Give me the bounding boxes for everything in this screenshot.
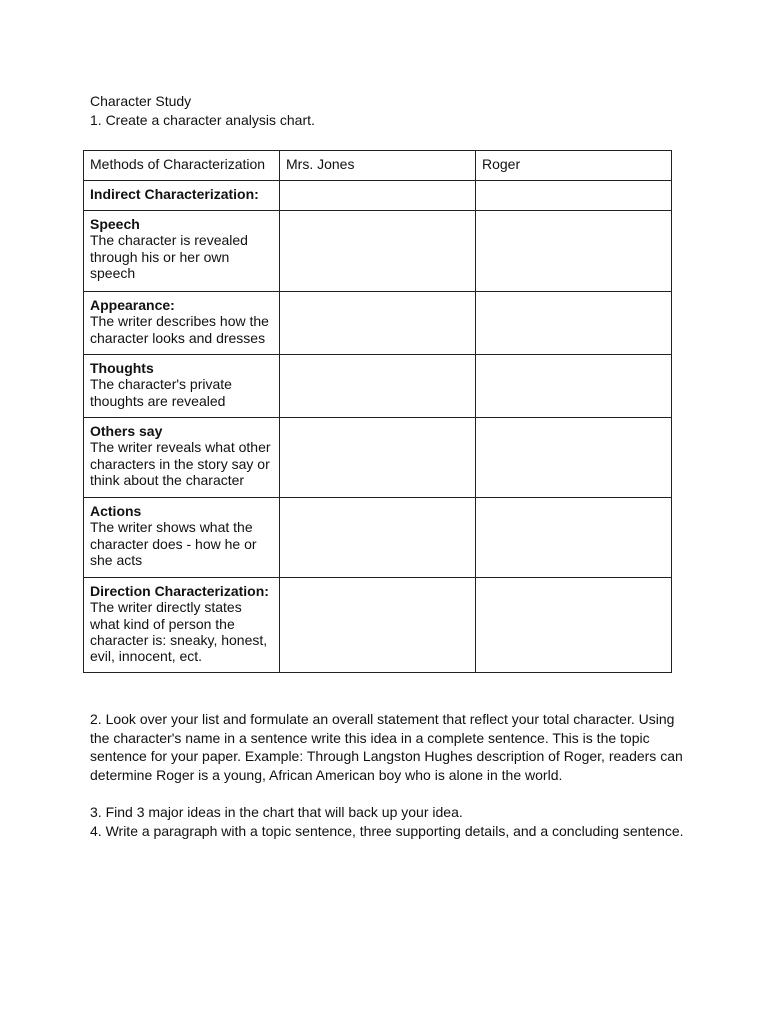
method-label: Thoughts [90,360,154,376]
step-1-instruction: 1. Create a character analysis chart. [90,112,315,128]
mrs-jones-cell[interactable] [280,578,476,673]
roger-cell[interactable] [476,418,672,498]
chart-row-direct [84,578,672,673]
method-label: Appearance: [90,297,175,313]
mrs-jones-cell[interactable] [280,211,476,292]
document-title: Character Study [90,93,192,109]
mrs-jones-cell[interactable] [280,418,476,498]
method-label: Speech [90,216,140,232]
method-cell [84,498,280,578]
method-cell [84,181,280,211]
method-description: The character is revealed through his or her own speech [90,232,248,281]
mrs-jones-cell[interactable] [280,181,476,211]
chart-row-appearance [84,292,672,355]
method-description: The writer shows what the character does - how he or she acts [90,519,257,568]
chart-header-row [84,151,672,181]
document-heading [90,92,315,130]
chart-row-others-say [84,418,672,498]
method-description: The writer reveals what other characters in the story say or think about the character [90,439,271,488]
roger-cell[interactable] [476,211,672,292]
header-mrs-jones: Mrs. Jones [280,151,476,181]
method-description: The writer describes how the character looks and dresses [90,313,269,346]
method-cell [84,578,280,673]
instructions [90,710,690,841]
method-description: The character's private thoughts are revealed [90,376,232,409]
chart-row-speech [84,211,672,292]
method-label: Others say [90,423,163,439]
character-analysis-chart [83,150,672,673]
step-4-instruction: 4. Write a paragraph with a topic sentence, three supporting details, and a concluding sentence. [90,822,684,839]
header-roger: Roger [476,151,672,181]
mrs-jones-cell[interactable] [280,498,476,578]
method-cell [84,211,280,292]
step-3-instruction: 3. Find 3 major ideas in the chart that will back up your idea. [90,804,463,821]
method-label: Indirect Characterization: [90,186,259,202]
method-cell [84,418,280,498]
method-cell [84,292,280,355]
roger-cell[interactable] [476,578,672,673]
method-cell [84,355,280,418]
chart-row-indirect [84,181,672,211]
method-label: Actions [90,503,142,519]
roger-cell[interactable] [476,292,672,355]
header-methods: Methods of Characterization [84,151,280,181]
mrs-jones-cell[interactable] [280,292,476,355]
chart-row-actions [84,498,672,578]
method-description: The writer directly states what kind of person the character is: sneaky, honest, evil, innocent, ect. [90,599,268,665]
step-2-instruction: 2. Look over your list and formulate an overall statement that reflect your total character. Using the character's name in a sentence write this idea in a complete sentence. This is the topic sentence for your paper. Example: Through Langston Hughes description of Roger, readers can determine Roger is a young, African American boy who is alone in the world. [90,711,683,783]
roger-cell[interactable] [476,498,672,578]
roger-cell[interactable] [476,181,672,211]
roger-cell[interactable] [476,355,672,418]
chart-row-thoughts [84,355,672,418]
mrs-jones-cell[interactable] [280,355,476,418]
method-label: Direction Characterization: [90,583,269,599]
